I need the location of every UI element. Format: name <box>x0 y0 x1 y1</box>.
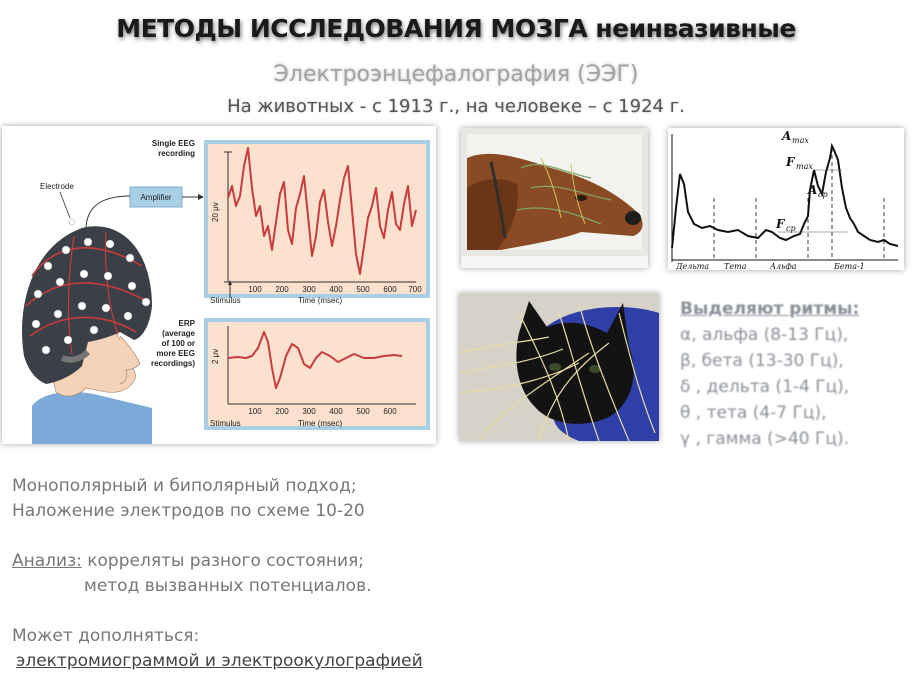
y-label-top: 20 μv <box>211 202 220 222</box>
fcp-sub: ср <box>786 224 796 233</box>
note-electrodes: Наложение электродов по схеме 10-20 <box>12 501 365 521</box>
supplement-methods: электромиограммой и электроокулографией <box>16 651 423 671</box>
bottom-tick: 300 <box>302 407 316 416</box>
page-title: МЕТОДЫ ИССЛЕДОВАНИЯ МОЗГА неинвазивные <box>116 14 796 43</box>
band-delta: Дельта <box>676 262 710 270</box>
top-tick: 500 <box>356 285 370 294</box>
time-label-bottom: Time (msec) <box>298 419 343 428</box>
top-tick: 600 <box>383 285 397 294</box>
rhythm-delta: δ , дельта (1-4 Гц), <box>680 377 850 397</box>
y-label-bottom: 2 μv <box>211 348 220 364</box>
bottom-tick: 500 <box>356 407 370 416</box>
bottom-tick: 200 <box>275 407 289 416</box>
rhythms-heading: Выделяют ритмы: <box>680 299 860 319</box>
eeg-illustration <box>2 126 436 444</box>
erp-label-2: (average <box>162 329 195 338</box>
dog-eeg-photo <box>461 128 648 268</box>
erp-label-4: more EEG <box>156 349 195 358</box>
fmax-sub: max <box>796 162 813 171</box>
acp-label: A <box>808 183 818 197</box>
top-tick: 100 <box>248 285 262 294</box>
time-label-top: Time (msec) <box>298 296 343 305</box>
band-beta1: Бета-1 <box>834 262 865 270</box>
top-tick: 700 <box>408 285 422 294</box>
fcp-label: F <box>776 217 785 231</box>
erp-label-1: ERP <box>178 319 195 328</box>
rhythm-beta: β, бета (13-30 Гц), <box>680 351 844 371</box>
acp-sub: ср <box>818 190 828 199</box>
amplifier-label: Amplifier <box>140 193 172 202</box>
rhythm-theta: θ , тета (4-7 Гц), <box>680 403 827 423</box>
erp-label-5: recordings) <box>150 359 195 368</box>
analysis-text: корреляты разного состояния; <box>81 551 365 571</box>
rhythm-spectrum <box>668 128 904 270</box>
eeg-figure <box>2 126 436 444</box>
analysis-continuation: метод вызванных потенциалов. <box>84 576 372 596</box>
rhythms-list <box>680 296 905 452</box>
analysis-label: Анализ: <box>12 551 82 571</box>
top-tick: 200 <box>275 285 289 294</box>
bottom-tick: 400 <box>329 407 343 416</box>
band-alpha: Альфа <box>770 262 797 270</box>
single-eeg-label-1: Single EEG <box>151 139 195 148</box>
top-tick: 300 <box>302 285 316 294</box>
amax-label: A <box>782 129 792 143</box>
rhythm-gamma: γ , гамма (>40 Гц). <box>680 429 849 449</box>
cat-eeg-photo <box>459 293 659 441</box>
single-eeg-label-2: recording <box>158 149 195 158</box>
head-illustration <box>22 219 152 444</box>
history-line: На животных - с 1913 г., на человеке – с 1924 г. <box>227 96 685 117</box>
erp-label-3: of 100 or <box>161 339 195 348</box>
bottom-notes <box>12 474 532 674</box>
fmax-label: F <box>786 155 795 169</box>
note-analysis <box>12 549 532 574</box>
band-theta: Тета <box>724 262 747 270</box>
stimulus-label-top: Stimulus <box>210 296 241 305</box>
stimulus-label-bottom: Stimulus <box>210 419 241 428</box>
rhythm-alpha: α, альфа (8-13 Гц), <box>680 325 849 345</box>
electrode-label: Electrode <box>40 182 74 191</box>
subtitle: Электроэнцефалография (ЭЭГ) <box>273 62 639 87</box>
top-tick: 400 <box>329 285 343 294</box>
note-approach: Монополярный и биполярный подход; <box>12 476 357 496</box>
bottom-tick: 600 <box>383 407 397 416</box>
cat-photo <box>459 293 659 441</box>
eeg-rhythm-chart <box>668 128 904 270</box>
note-supplement: Может дополняться: <box>12 626 200 646</box>
dog-photo <box>461 128 648 268</box>
amax-sub: max <box>792 136 809 145</box>
bottom-tick: 100 <box>248 407 262 416</box>
